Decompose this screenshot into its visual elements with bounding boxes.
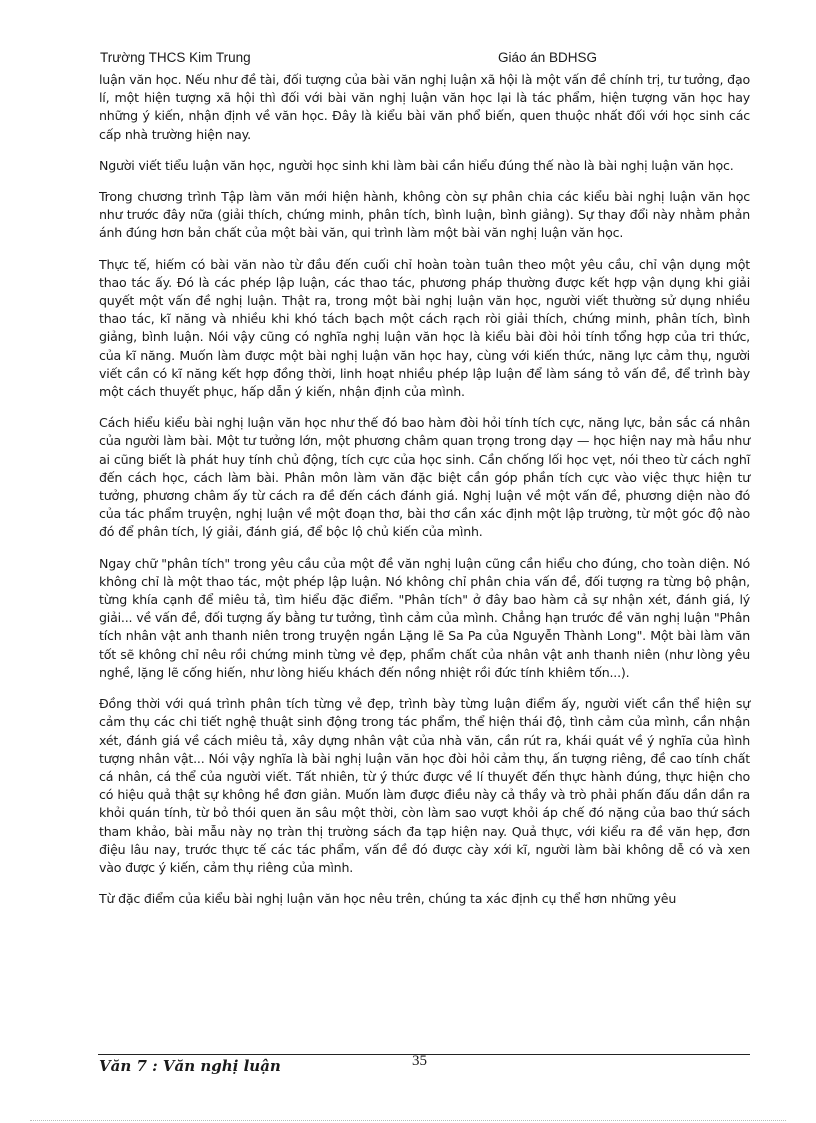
paragraph: Đồng thời với quá trình phân tích từng vẻ đẹp, trình bày từng luận điểm ấy, người viết cần thể hiện sự cảm thụ các chi tiết nghệ thuật sinh động trong tác phẩm, thể hiện thái độ, tình cảm của mình, cần nhận xét, đánh giá về cách miêu tả, xây dựng nhân vật của nhà văn, cần rút ra, khái quát về ý nghĩa của hình tượng nhân vật... Nói vậy nghĩa là bài nghị luận văn học đòi hỏi cảm thụ, ấn tượng riêng, đề cao tính chất cá nhân, cá thể của người viết. Tất nhiên, từ ý thức được về lí thuyết đến thực hành đúng, thực hiện cho có hiệu quả thật sự không hề đơn giản. Muốn làm được điều này cả thầy và trò phải phấn đấu dần dần ra khỏi quán tính, từ bỏ thói quen ăn sâu một thời, còn làm sao vượt khỏi áp chế đó nặng của bao thứ sách tham khảo, bài mẫu này nọ tràn thị trường sách đa tạp hiện nay. Quả thực, với kiểu ra đề văn hẹp, đơn điệu lâu nay, trước thực tế các tác phẩm, vấn đề đó được cày xới kĩ, người làm bài không dễ có và xen vào được ý kiến, cảm thụ riêng của mình. bbox=[99, 696, 750, 875]
paragraph: Thực tế, hiếm có bài văn nào từ đầu đến cuối chỉ hoàn toàn tuân theo một yêu cầu, chỉ vận dụng một thao tác ấy. Đó là các phép lập luận, các thao tác, phương pháp thường được kết hợp vận dụng khi giải quyết một vấn đề nghị luận. Thật ra, trong một bài nghị luận văn học, người viết thường sử dụng nhiều thao tác, kĩ năng và nhiều khi khó tách bạch một cách rạch ròi giải thích, chứng minh, phân tích, bình giảng, bình luận. Nói vậy cũng có nghĩa nghị luận văn học là kiểu bài đòi hỏi tính tổng hợp của tri thức, của kĩ năng. Muốn làm được một bài nghị luận văn học hay, cùng với kiến thức, năng lực cảm thụ, người viết cần có kĩ năng kết hợp đồng thời, linh hoạt nhiều phép lập luận để làm sáng tỏ vấn đề, để trình bày một cách thuyết phục, hấp dẫn ý kiến, nhận định của mình. bbox=[99, 256, 750, 400]
paragraph: Cách hiểu kiểu bài nghị luận văn học như thế đó bao hàm đòi hỏi tính tích cực, năng lực, bản sắc cá nhân của người làm bài. Một tư tưởng lớn, một phương châm quan trọng trong dạy — học hiện nay mà hầu như ai cũng biết là phát huy tính chủ động, tích cực của học sinh. Cần chống lối học vẹt, nói theo từ cách nghĩ đến cách học, cách làm bài. Phân môn làm văn đặc biệt cần góp phần tích cực vào việc thực hiện tư tưởng, phương châm ấy từ cách ra đề đến cách đánh giá. Nghị luận về một vấn đề, phương diện nào đó của tác phẩm truyện, nghị luận về một đoạn thơ, bài thơ cần xác định một lập trường, từ một góc độ nào đó để phân tích, lý giải, đánh giá, để bộc lộ chủ kiến của mình. bbox=[99, 415, 750, 540]
paragraph: Trong chương trình Tập làm văn mới hiện hành, không còn sự phân chia các kiểu bài nghị luận văn học như trước đây nữa (giải thích, chứng minh, phân tích, bình luận, bình giảng). Sự thay đổi này nhằm phản ánh đúng hơn bản chất của một bài văn, qui trình làm một bài văn nghị luận văn học. bbox=[99, 189, 750, 241]
header-title: Giáo án BDHSG bbox=[498, 50, 598, 65]
paragraph: Từ đặc điểm của kiểu bài nghị luận văn học nêu trên, chúng ta xác định cụ thể hơn những yêu bbox=[99, 891, 677, 907]
page-bottom-border bbox=[30, 1120, 786, 1121]
page-number: 35 bbox=[412, 1053, 427, 1069]
paragraph: Ngay chữ "phân tích" trong yêu cầu của một đề văn nghị luận cũng cần hiểu cho đúng, cho toàn diện. Nó không chỉ là một thao tác, một phép lập luận. Nó không chỉ phân chia vấn đề, đối tượng ra từng bộ phận, từng khía cạnh để miêu tả, tìm hiểu đặc điểm. "Phân tích" ở đây bao hàm cả sự nhận xét, đánh giá, lý giải... về vấn đề, đối tượng ấy bằng tư tưởng, tình cảm của mình. Chẳng hạn trước đề văn nghị luận "Phân tích nhân vật anh thanh niên trong truyện ngắn Lặng lẽ Sa Pa của Nguyễn Thành Long". Một bài làm văn tốt sẽ không chỉ nêu rồi chứng minh từng vẻ đẹp, phẩm chất của nhân vật anh thanh niên (như lòng yêu nghề, lặng lẽ cống hiến, như lòng hiếu khách đến nồng nhiệt rồi đức tính khiêm tốn...). bbox=[99, 555, 750, 680]
footer-subject: Văn 7 : Văn nghị luận bbox=[99, 1057, 281, 1075]
paragraph: Người viết tiểu luận văn học, người học sinh khi làm bài cần hiểu đúng thế nào là bài nghị luận văn học. bbox=[99, 157, 734, 173]
header-school: Trường THCS Kim Trung bbox=[100, 50, 251, 65]
body-text bbox=[99, 71, 750, 921]
paragraph: luận văn học. Nếu như đề tài, đối tượng của bài văn nghị luận xã hội là một vấn đề chính trị, tư tưởng, đạo lí, một hiện tượng xã hội thì đối với bài văn nghị luận văn học lại là tác phẩm, hiện tượng văn học hay những ý kiến, nhận định về văn học. Đây là kiểu bài văn phổ biến, quen thuộc nhất đối với học sinh các cấp nhà trường hiện nay. bbox=[99, 72, 750, 142]
